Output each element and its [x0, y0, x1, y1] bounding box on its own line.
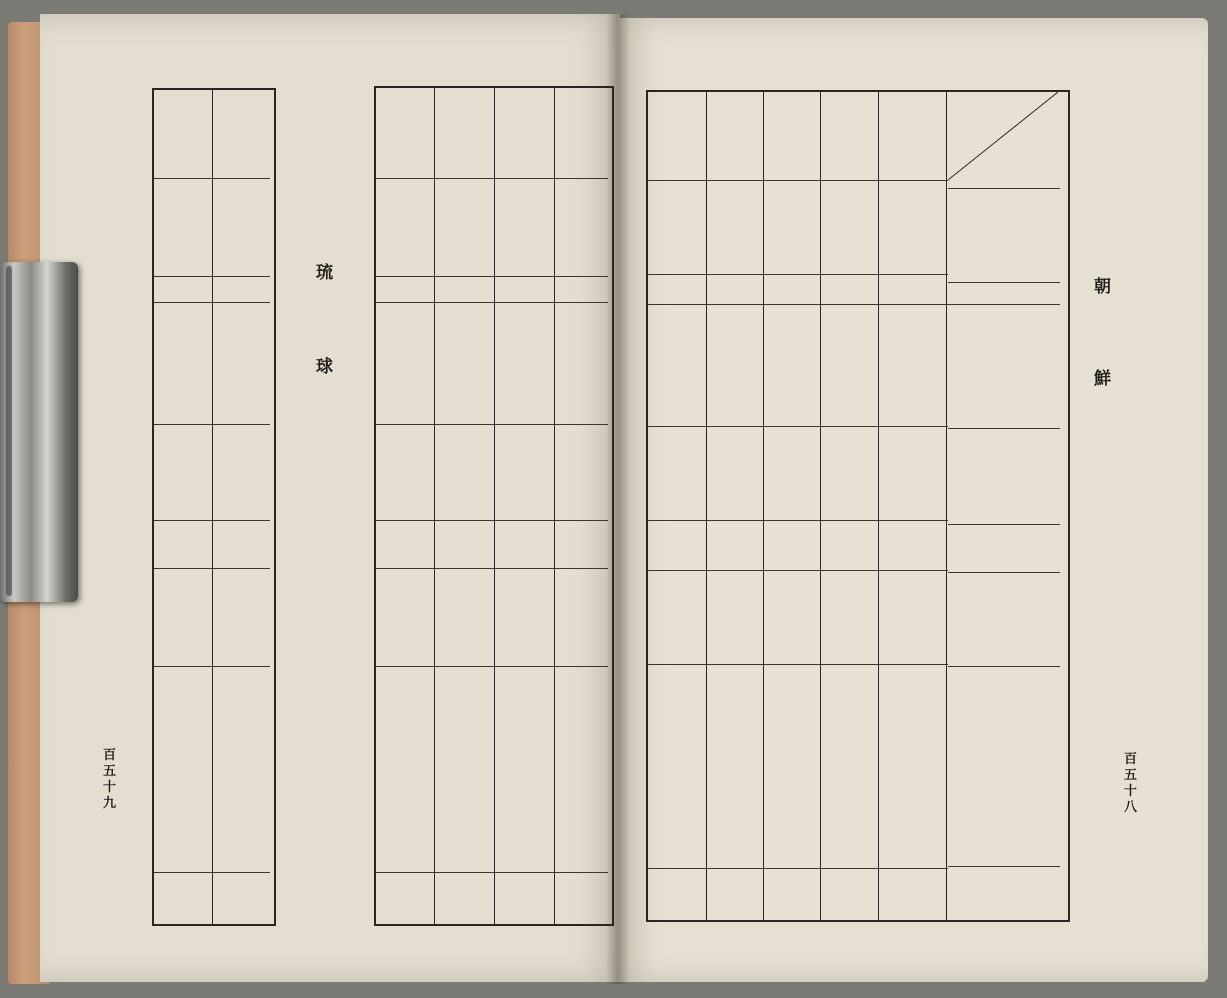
row-divider [154, 276, 270, 277]
row-divider [648, 520, 948, 521]
row-divider [648, 304, 948, 305]
section-label-ryukyu-2: 球 [316, 357, 333, 377]
row-divider [154, 424, 270, 425]
column-divider [494, 88, 495, 924]
row-divider [648, 274, 948, 275]
corner-diagonal [948, 92, 1058, 182]
section-label-korea-1: 朝 [1094, 277, 1111, 297]
row-divider [648, 180, 948, 181]
row-divider [376, 872, 608, 873]
row-divider [648, 868, 948, 869]
section-label-korea-2: 鮮 [1094, 369, 1111, 389]
row-divider [376, 178, 608, 179]
page-number-right: 百五十八 [1124, 752, 1138, 815]
row-divider [376, 302, 608, 303]
row-divider [948, 282, 1060, 283]
row-divider [948, 524, 1060, 525]
row-divider [648, 570, 948, 571]
row-divider [376, 666, 608, 667]
row-divider [948, 866, 1060, 867]
row-divider [376, 520, 608, 521]
ryukyu-summary-table [152, 88, 276, 926]
row-divider [648, 664, 948, 665]
column-divider [763, 92, 764, 920]
page-number-left: 百五十九 [103, 748, 117, 811]
row-divider [376, 276, 608, 277]
row-divider [376, 424, 608, 425]
row-divider [948, 572, 1060, 573]
row-divider [948, 304, 1060, 305]
column-divider [554, 88, 555, 924]
row-divider [154, 178, 270, 179]
column-divider [706, 92, 707, 920]
ryukyu-church-table [374, 86, 614, 926]
binder-clip [0, 262, 78, 602]
row-divider [154, 520, 270, 521]
korea-church-table [646, 90, 1070, 922]
column-divider [212, 90, 213, 924]
column-divider [946, 92, 947, 920]
section-label-ryukyu-1: 琉 [316, 263, 333, 283]
row-divider [948, 188, 1060, 189]
row-divider [948, 666, 1060, 667]
row-divider [154, 568, 270, 569]
row-divider [948, 428, 1060, 429]
row-divider [154, 302, 270, 303]
row-divider [376, 568, 608, 569]
column-divider [820, 92, 821, 920]
row-divider [154, 872, 270, 873]
row-divider [648, 426, 948, 427]
column-divider [878, 92, 879, 920]
column-divider [434, 88, 435, 924]
row-divider [154, 666, 270, 667]
